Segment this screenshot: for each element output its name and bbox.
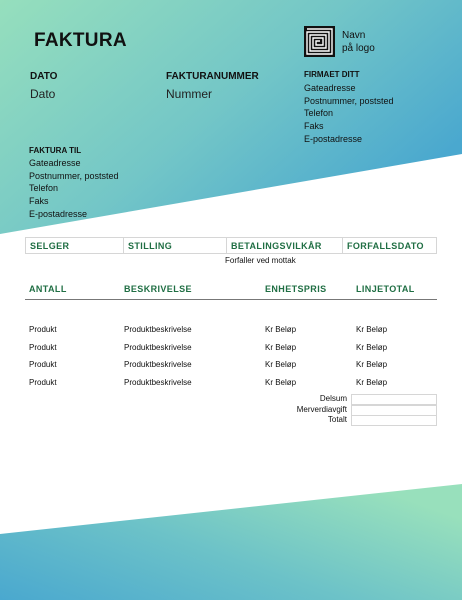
line-total-header: LINJETOTAL [356,284,415,294]
table-row: Produkt Produktbeskrivelse Kr Beløp Kr Beløp [29,378,388,387]
bill-to-fax: Faks [29,196,49,207]
bill-to-street: Gateadresse [29,158,81,168]
vat-label: Merverdiavgift [296,405,347,414]
sales-info-table [25,237,437,254]
date-label: DATO [30,71,58,82]
bill-to-postal: Postnummer, poststed [29,170,119,181]
payment-terms-note: Forfaller ved mottak [225,256,296,265]
total-row [280,415,437,425]
quantity-header: ANTALL [29,284,67,294]
company-email: E-postadresse [304,133,363,144]
total-field[interactable] [351,415,437,426]
bill-to-address [29,157,119,221]
vat-row [280,405,437,415]
invoice-title: FAKTURA [34,30,127,51]
subtotal-label: Delsum [319,394,347,403]
items-header [25,283,437,300]
logo-text: Navn på logo [342,30,375,54]
company-street: Gateadresse [304,83,356,93]
table-row: Produkt Produktbeskrivelse Kr Beløp Kr Beløp [29,343,388,352]
company-address [304,82,394,146]
maze-logo-icon [304,26,335,57]
company-phone: Telefon [304,108,334,119]
bill-to-label: FAKTURA TIL [29,146,82,155]
seller-header: SELGER [26,238,124,254]
total-label: Totalt [327,415,347,424]
position-header: STILLING [124,238,227,254]
description-header: BESKRIVELSE [124,284,192,294]
company-fax: Faks [304,121,324,132]
subtotal-row [280,394,437,404]
payment-terms-header: BETALINGSVILKÅR [227,238,343,254]
bottom-gradient-band [0,484,462,600]
unit-price-header: ENHETSPRIS [265,284,327,294]
table-row: Produkt Produktbeskrivelse Kr Beløp Kr Beløp [29,325,388,334]
company-postal: Postnummer, poststed [304,95,394,106]
subtotal-field[interactable] [351,394,437,405]
invoice-number-value: Nummer [166,87,213,101]
due-date-header: FORFALLSDATO [343,238,437,254]
date-value: Dato [30,87,56,101]
table-row: Produkt Produktbeskrivelse Kr Beløp Kr Beløp [29,360,388,369]
bill-to-phone: Telefon [29,183,59,194]
bill-to-email: E-postadresse [29,208,88,219]
invoice-number-label: FAKTURANUMMER [166,71,259,82]
company-label: FIRMAET DITT [304,70,360,79]
